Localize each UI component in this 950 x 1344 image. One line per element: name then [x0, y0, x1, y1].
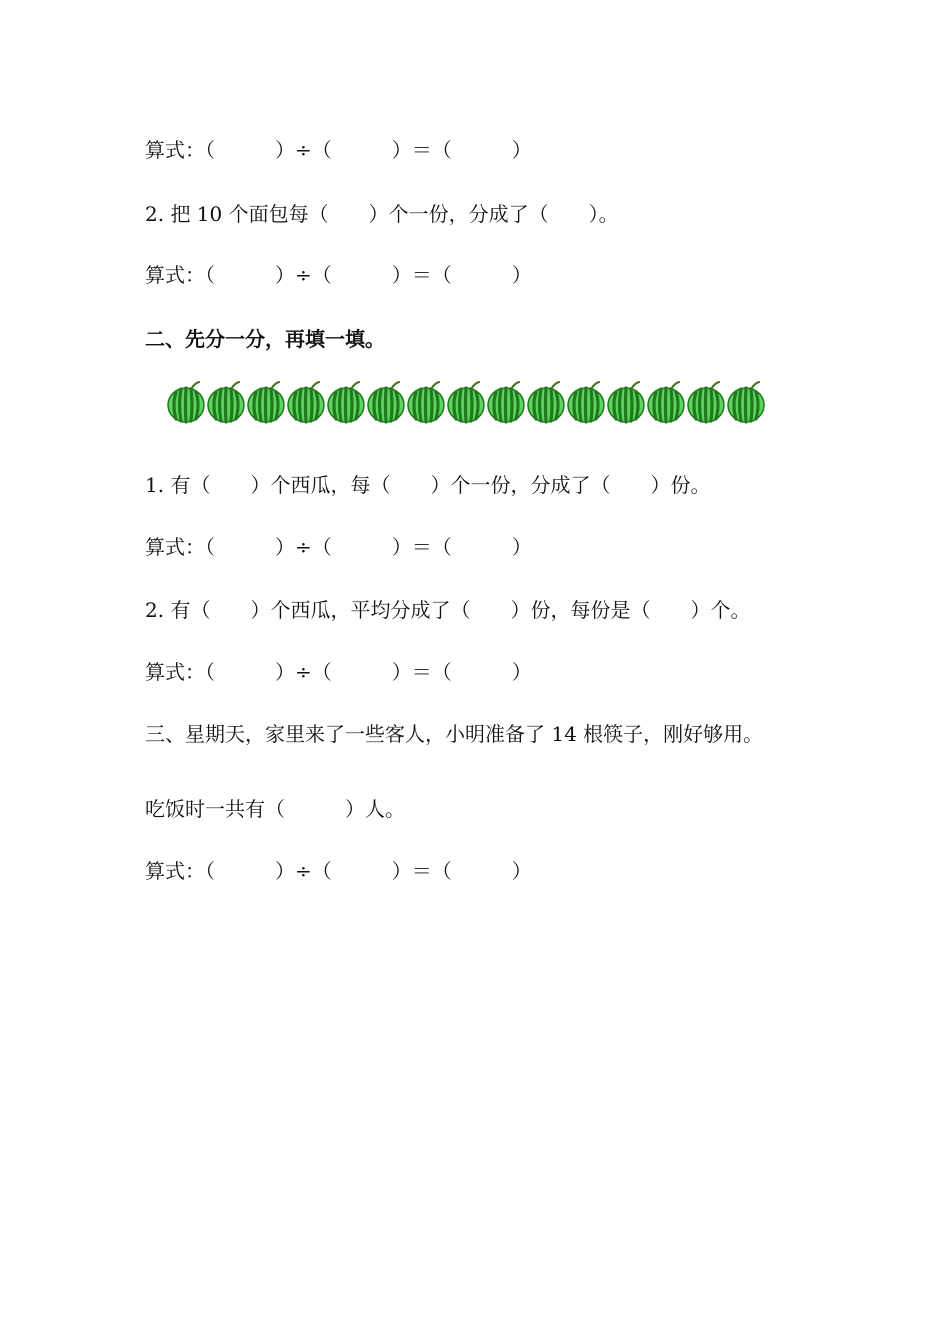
question-text: 吃饭时一共有（ ）人。	[145, 797, 405, 821]
watermelon-icon	[567, 380, 605, 424]
watermelon-row	[167, 380, 765, 426]
section-heading: 三、星期天，家里来了一些客人，小明准备了 14 根筷子，刚好够用。	[145, 722, 764, 746]
formula-line: 算式：（ ）÷（ ）＝（ ）	[145, 535, 532, 559]
question-text: 1. 有（ ）个西瓜，每（ ）个一份，分成了（ ）份。	[145, 473, 711, 497]
watermelon-icon	[687, 380, 725, 424]
watermelon-icon	[647, 380, 685, 424]
watermelon-icon	[407, 380, 445, 424]
question-text: 2. 把 10 个面包每（ ）个一份，分成了（ ）。	[145, 202, 619, 226]
watermelon-icon	[527, 380, 565, 424]
watermelon-icon	[287, 380, 325, 424]
watermelon-icon	[207, 380, 245, 424]
watermelon-icon	[327, 380, 365, 424]
question-text: 2. 有（ ）个西瓜，平均分成了（ ）份，每份是（ ）个。	[145, 598, 751, 622]
watermelon-icon	[487, 380, 525, 424]
formula-line: 算式：（ ）÷（ ）＝（ ）	[145, 859, 532, 883]
formula-line: 算式：（ ）÷（ ）＝（ ）	[145, 263, 532, 287]
watermelon-icon	[367, 380, 405, 424]
formula-line: 算式：（ ）÷（ ）＝（ ）	[145, 138, 532, 162]
watermelon-icon	[727, 380, 765, 424]
watermelon-icon	[447, 380, 485, 424]
watermelon-icon	[247, 380, 285, 424]
section-heading: 二、先分一分，再填一填。	[145, 327, 385, 351]
formula-line: 算式：（ ）÷（ ）＝（ ）	[145, 660, 532, 684]
watermelon-icon	[607, 380, 645, 424]
watermelon-icon	[167, 380, 205, 424]
